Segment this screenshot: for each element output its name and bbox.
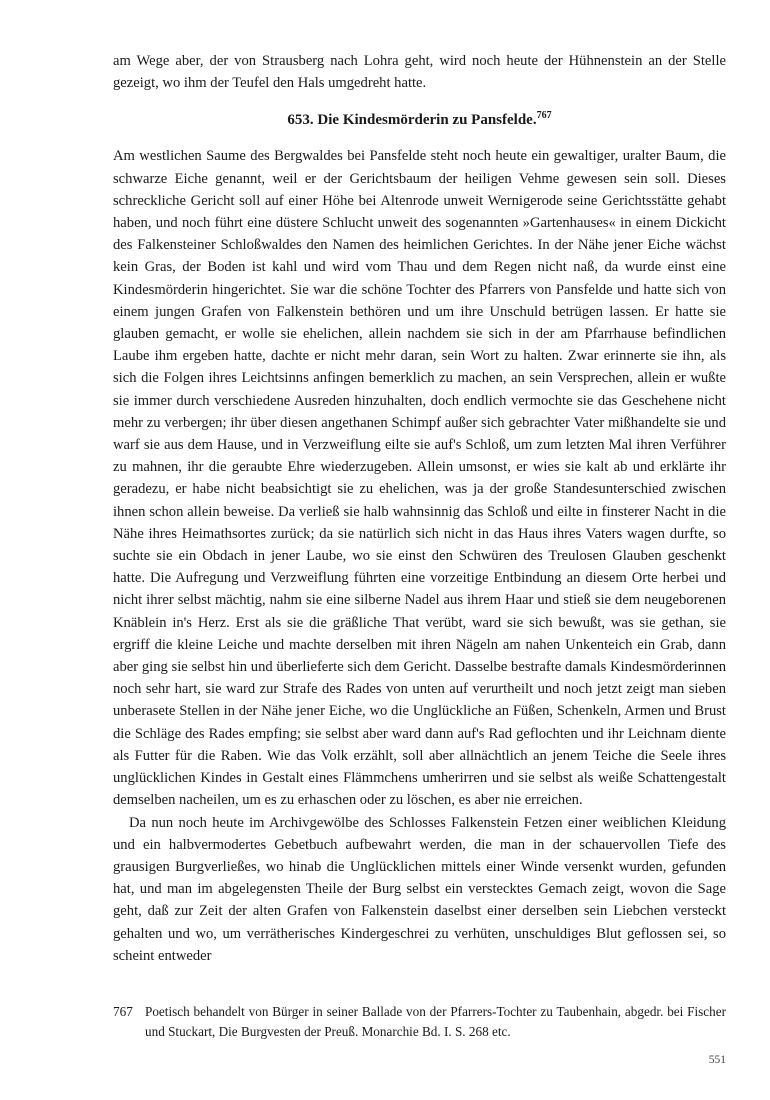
footnote-number: 767	[113, 1004, 133, 1019]
page-body	[113, 50, 726, 967]
section-title: 653. Die Kindesmörderin zu Pansfelde.	[287, 112, 537, 129]
body-paragraph: Am westlichen Saume des Bergwaldes bei Pansfelde steht noch heute ein gewaltiger, uralter Baum, die schwarze Eiche genannt, weil er der Gerichtsbaum der heiligen Vehme gewesen sein soll. Dieses schreckliche Gericht soll auf einer Höhe bei Altenrode unweit Wernigerode seine Gerichtsstätte gehabt haben, und noch führt eine düstere Schlucht unweit des sogenannten »Gartenhauses« in einem Dickicht des Falkensteiner Schloßwaldes den Namen des heimlichen Gerichtes. In der Nähe jener Eiche wächst kein Gras, der Boden ist kahl und wird vom Thau und dem Regen nicht naß, da wurde einst eine Kindesmörderin hingerichtet. Sie war die schöne Tochter des Pfarrers von Pansfelde und hatte sich von einem jungen Grafen von Falkenstein bethören und um ihre Unschuld betrügen lassen. Er hatte sie glauben gemacht, er wolle sie ehelichen, allein nachdem sie sich in der am Pfarrhause befindlichen Laube ihm ergeben hatte, dachte er nicht mehr daran, sein Wort zu halten. Zwar erinnerte sie ihn, als sich die Folgen ihres Leichtsinns anfingen bemerklich zu machen, an sein Versprechen, allein er wußte sie immer durch verschiedene Ausreden hinzuhalten, doch endlich vermochte sie das Geschehene nicht mehr zu verbergen; ihr über diesen angethanen Schimpf außer sich gebrachter Vater mißhandelte sie und warf sie aus dem Hause, und in Verzweiflung eilte sie auf's Schloß, um zum letzten Mal ihren Verführer zu mahnen, ihr die geraubte Ehre wiederzugeben. Allein umsonst, er wies sie kalt ab und erklärte ihr geradezu, er habe nicht beabsichtigt sie zu ehelichen, was ja der große Standesunterschied zwischen ihnen schon allein beweise. Da verließ sie halb wahnsinnig das Schloß und eilte in finsterer Nacht in die Nähe ihres Heimathsortes zurück; da sie natürlich sich nicht in das Haus ihres Vaters wagen durfte, so suchte sie ein Obdach in jener Laube, wo sie einst den Schwüren des Treulosen Glauben geschenkt hatte. Die Aufregung und Verzweiflung führten eine vorzeitige Entbindung an diesem Orte herbei und nicht ihrer selbst mächtig, nahm sie eine silberne Nadel aus ihrem Haar und stieß sie dem neugeborenen Knäblein in's Herz. Erst als sie die gräßliche That verübt, ward sie sich bewußt, was sie gethan, sie ergriff die kleine Leiche und machte derselben mit ihren Nägeln am nahen Unkenteich ein Grab, dann aber ging sie selbst hin und überlieferte sich dem Gericht. Dasselbe bestrafte damals Kindesmörderinnen noch sehr hart, sie ward zur Strafe des Rades von unten auf verurtheilt und noch jetzt zeigt man sieben unberasete Stellen in der Nähe jener Eiche, wo die Unglückliche an Füßen, Schenkeln, Armen und Brust die Schläge des Rades empfing; sie selbst aber ward dann auf's Rad geflochten und ihr Leichnam diente als Futter für die Raben. Wie das Volk erzählt, soll aber allnächtlich an jenem Teiche die Seele ihres unglücklichen Kindes in Gestalt eines Flämmchens umherirren und sie selbst als weiße Schattengestalt demselben nacheilen, um es zu erhaschen oder zu löschen, es aber nie erreichen.	[113, 148, 726, 809]
page-number: 551	[708, 1054, 726, 1066]
section-heading	[113, 108, 726, 132]
intro-paragraph: am Wege aber, der von Strausberg nach Lohra geht, wird noch heute der Hühnenstein an der Stelle gezeigt, wo ihm der Teufel den Hals umgedreht hatte.	[113, 53, 726, 92]
body-paragraph: Da nun noch heute im Archivgewölbe des Schlosses Falkenstein Fetzen einer weiblichen Kleidung und ein halbvermodertes Gebetbuch aufbewahrt werden, die man in der schauervollen Tiefe des grausigen Burgverließes, wo hinab die Unglücklichen mittels einer Winde versenkt wurden, gefunden hat, und man im abgelegensten Theile der Burg selbst ein verstecktes Gemach zeigt, wovon die Sage geht, daß zur Zeit der alten Grafen von Falkenstein daselbst einer derselben sein Liebchen versteckt gehalten und wo, um verrätherisches Kindergeschrei zu verhüten, unschuldiges Blut geflossen sei, so scheint entweder	[113, 814, 726, 964]
footnote-text: Poetisch behandelt von Bürger in seiner Ballade von der Pfarrers-Tochter zu Taubenhain, abgedr. bei Fischer und Stuckart, Die Burgvesten der Preuß. Monarchie Bd. I. S. 268 etc.	[145, 1004, 726, 1039]
footnote	[113, 1002, 726, 1041]
footnote-reference[interactable]: 767	[536, 110, 552, 122]
